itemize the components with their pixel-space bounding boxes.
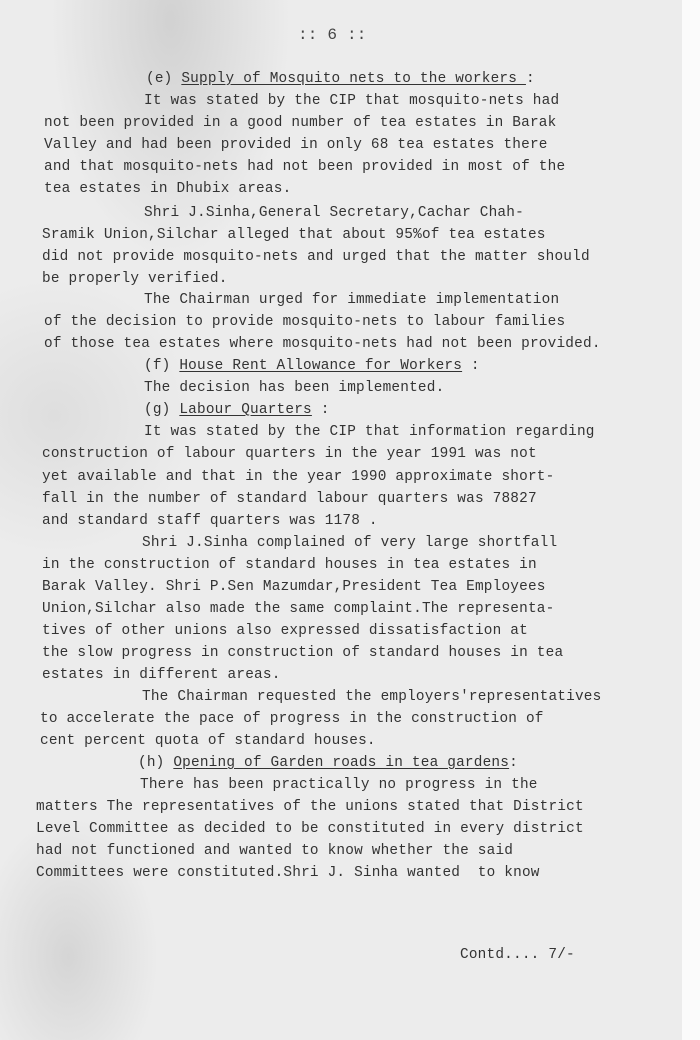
paragraph-line: Barak Valley. Shri P.Sen Mazumdar,President Tea Employees bbox=[42, 579, 546, 595]
section-e-colon: : bbox=[525, 71, 535, 87]
paragraph-line: tea estates in Dhubix areas. bbox=[44, 181, 292, 197]
paragraph-line: construction of labour quarters in the year 1991 was not bbox=[42, 446, 537, 462]
section-f-marker: (f) bbox=[144, 358, 180, 374]
paragraph-line: It was stated by the CIP that mosquito-nets had bbox=[144, 93, 560, 109]
paragraph-line: cent percent quota of standard houses. bbox=[40, 733, 376, 749]
paragraph-line: tives of other unions also expressed dissatisfaction at bbox=[42, 623, 528, 639]
paragraph-line: Sramik Union,Silchar alleged that about 95%of tea estates bbox=[42, 227, 546, 243]
paragraph-line: Shri J.Sinha,General Secretary,Cachar Chah- bbox=[144, 205, 524, 221]
paragraph-line: fall in the number of standard labour quarters was 78827 bbox=[42, 491, 537, 507]
section-g-marker: (g) bbox=[144, 402, 180, 418]
section-h-heading bbox=[138, 754, 518, 772]
paragraph-line: in the construction of standard houses in tea estates in bbox=[42, 557, 537, 573]
section-g-title: Labour Quarters bbox=[179, 402, 312, 418]
section-e-marker: (e) bbox=[146, 71, 182, 87]
paragraph-line: Committees were constituted.Shri J. Sinha wanted to know bbox=[36, 865, 540, 881]
paragraph-line: of those tea estates where mosquito-nets had not been provided. bbox=[44, 336, 601, 352]
paragraph-line: did not provide mosquito-nets and urged that the matter should bbox=[42, 249, 590, 265]
paragraph-line: There has been practically no progress in the bbox=[140, 777, 538, 793]
paragraph-line: Valley and had been provided in only 68 tea estates there bbox=[44, 137, 548, 153]
section-h-title: Opening of Garden roads in tea gardens bbox=[173, 755, 510, 771]
paragraph-line: The decision has been implemented. bbox=[144, 380, 445, 396]
section-g-colon: : bbox=[311, 402, 330, 418]
section-e-heading bbox=[146, 70, 535, 88]
continued-note: Contd.... 7/- bbox=[460, 947, 575, 963]
section-h-colon: : bbox=[509, 755, 518, 771]
section-f-heading bbox=[144, 357, 480, 375]
paragraph-line: Union,Silchar also made the same complaint.The representa- bbox=[42, 601, 555, 617]
paragraph-line: estates in different areas. bbox=[42, 667, 281, 683]
paragraph-line: It was stated by the CIP that information regarding bbox=[144, 424, 595, 440]
page-edge bbox=[682, 0, 700, 1040]
paragraph-line: to accelerate the pace of progress in the construction of bbox=[40, 711, 544, 727]
paragraph-line: and that mosquito-nets had not been provided in most of the bbox=[44, 159, 566, 175]
paragraph-line: Shri J.Sinha complained of very large shortfall bbox=[142, 535, 558, 551]
section-e-title: Supply of Mosquito nets to the workers bbox=[181, 71, 526, 87]
paragraph-line: and standard staff quarters was 1178 . bbox=[42, 513, 378, 529]
paragraph-line: of the decision to provide mosquito-nets to labour families bbox=[44, 314, 566, 330]
paragraph-line: be properly verified. bbox=[42, 271, 228, 287]
page-number: :: 6 :: bbox=[298, 26, 367, 44]
paragraph-line: The Chairman requested the employers'representatives bbox=[142, 689, 602, 705]
paragraph-line: the slow progress in construction of standard houses in tea bbox=[42, 645, 564, 661]
paragraph-line: had not functioned and wanted to know whether the said bbox=[36, 843, 514, 859]
paragraph-line: yet available and that in the year 1990 approximate short- bbox=[42, 469, 555, 485]
section-g-heading bbox=[144, 401, 330, 419]
section-f-colon: : bbox=[462, 358, 480, 374]
paragraph-line: Level Committee as decided to be constituted in every district bbox=[36, 821, 584, 837]
paragraph-line: not been provided in a good number of tea estates in Barak bbox=[44, 115, 557, 131]
paragraph-line: matters The representatives of the unions stated that District bbox=[36, 799, 584, 815]
paragraph-line: The Chairman urged for immediate implementation bbox=[144, 292, 560, 308]
section-f-title: House Rent Allowance for Workers bbox=[179, 358, 463, 374]
section-h-marker: (h) bbox=[138, 755, 174, 771]
